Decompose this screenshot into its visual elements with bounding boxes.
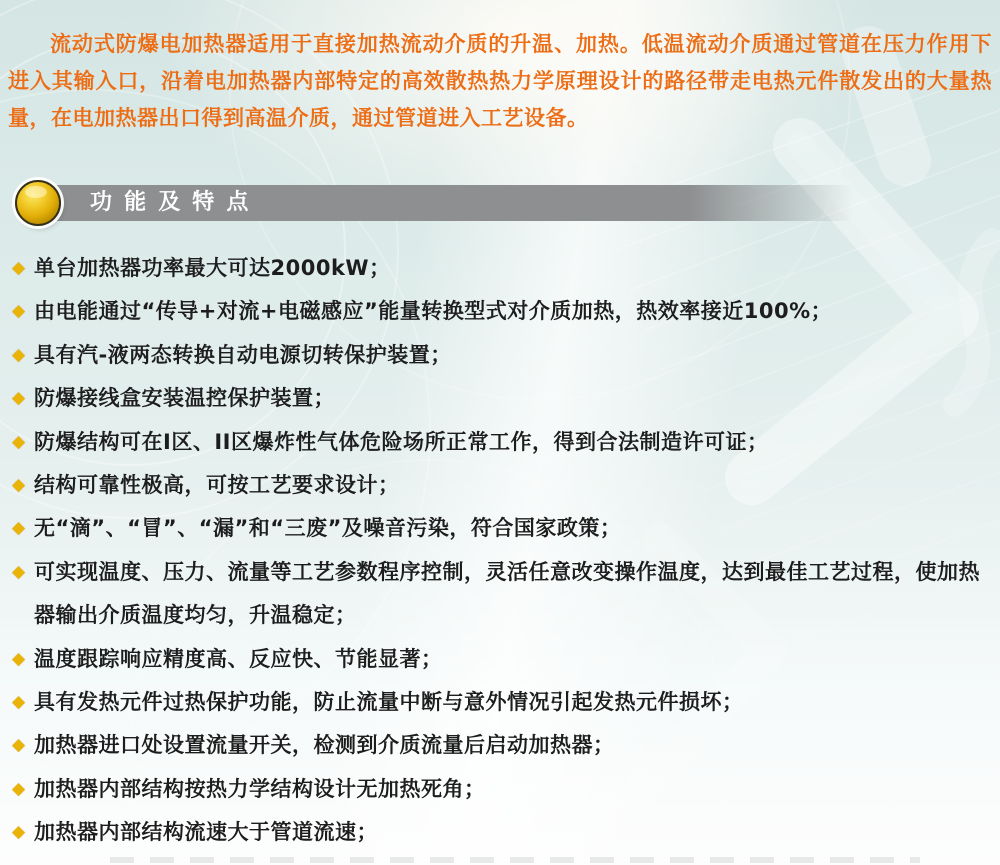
feature-item bbox=[12, 247, 992, 290]
feature-text: 防爆接线盒安装温控保护装置； bbox=[34, 386, 335, 411]
diamond-bullet-icon: ◆ bbox=[12, 735, 26, 756]
intro-paragraph: 流动式防爆电加热器适用于直接加热流动介质的升温、加热。低温流动介质通过管道在压力作用下进入其输入口，沿着电加热器内部特定的高效散热热力学原理设计的路径带走电热元件散发出的大量热量，在电加热器出口得到高温介质，通过管道进入工艺设备。 bbox=[8, 32, 992, 130]
diamond-bullet-icon: ◆ bbox=[12, 475, 26, 496]
gold-sphere-icon bbox=[15, 180, 61, 226]
feature-text: 温度跟踪响应精度高、反应快、节能显著； bbox=[34, 646, 443, 671]
diamond-bullet-icon: ◆ bbox=[12, 561, 26, 582]
feature-item bbox=[12, 551, 992, 638]
feature-text: 加热器内部结构流速大于管道流速； bbox=[34, 820, 378, 845]
diamond-bullet-icon: ◆ bbox=[12, 692, 26, 713]
diamond-bullet-icon: ◆ bbox=[12, 431, 26, 452]
diamond-bullet-icon: ◆ bbox=[12, 258, 26, 278]
feature-item bbox=[12, 768, 992, 811]
feature-item bbox=[12, 334, 992, 377]
feature-item bbox=[12, 681, 992, 724]
feature-text: 具有发热元件过热保护功能，防止流量中断与意外情况引起发热元件损坏； bbox=[34, 690, 744, 715]
feature-list bbox=[12, 247, 992, 855]
feature-item bbox=[12, 464, 992, 507]
feature-text: 结构可靠性极高，可按工艺要求设计； bbox=[34, 473, 400, 498]
feature-item bbox=[12, 290, 992, 333]
feature-text: 加热器内部结构按热力学结构设计无加热死角； bbox=[34, 776, 486, 801]
feature-item bbox=[12, 377, 992, 420]
diamond-bullet-icon: ◆ bbox=[12, 388, 26, 409]
feature-item bbox=[12, 638, 992, 681]
diamond-bullet-icon: ◆ bbox=[12, 822, 26, 843]
feature-item bbox=[12, 811, 992, 854]
diamond-bullet-icon: ◆ bbox=[12, 301, 26, 322]
diamond-bullet-icon: ◆ bbox=[12, 344, 26, 365]
feature-text: 单台加热器功率最大可达2000kW； bbox=[34, 256, 391, 280]
diamond-bullet-icon: ◆ bbox=[12, 648, 26, 669]
feature-text: 加热器进口处设置流量开关，检测到介质流量后启动加热器； bbox=[34, 733, 615, 758]
feature-item bbox=[12, 507, 992, 550]
feature-text: 具有汽-液两态转换自动电源切转保护装置； bbox=[34, 342, 452, 367]
section-header bbox=[0, 179, 1000, 227]
diamond-bullet-icon: ◆ bbox=[12, 778, 26, 799]
feature-text: 防爆结构可在I区、II区爆炸性气体危险场所正常工作，得到合法制造许可证； bbox=[34, 429, 769, 454]
section-title: 功能及特点 bbox=[90, 190, 261, 215]
diamond-bullet-icon: ◆ bbox=[12, 518, 26, 539]
clipped-bottom-text-fragments bbox=[110, 857, 920, 863]
feature-item bbox=[12, 421, 992, 464]
feature-item bbox=[12, 724, 992, 767]
section-title-bar bbox=[52, 185, 870, 221]
feature-text: 可实现温度、压力、流量等工艺参数程序控制，灵活任意改变操作温度，达到最佳工艺过程，使加热器输出介质温度均匀，升温稳定； bbox=[34, 559, 980, 628]
feature-text: 由电能通过“传导+对流+电磁感应”能量转换型式对介质加热，热效率接近100%； bbox=[34, 299, 833, 324]
feature-text: 无“滴”、“冒”、“漏”和“三废”及噪音污染，符合国家政策； bbox=[34, 516, 622, 541]
